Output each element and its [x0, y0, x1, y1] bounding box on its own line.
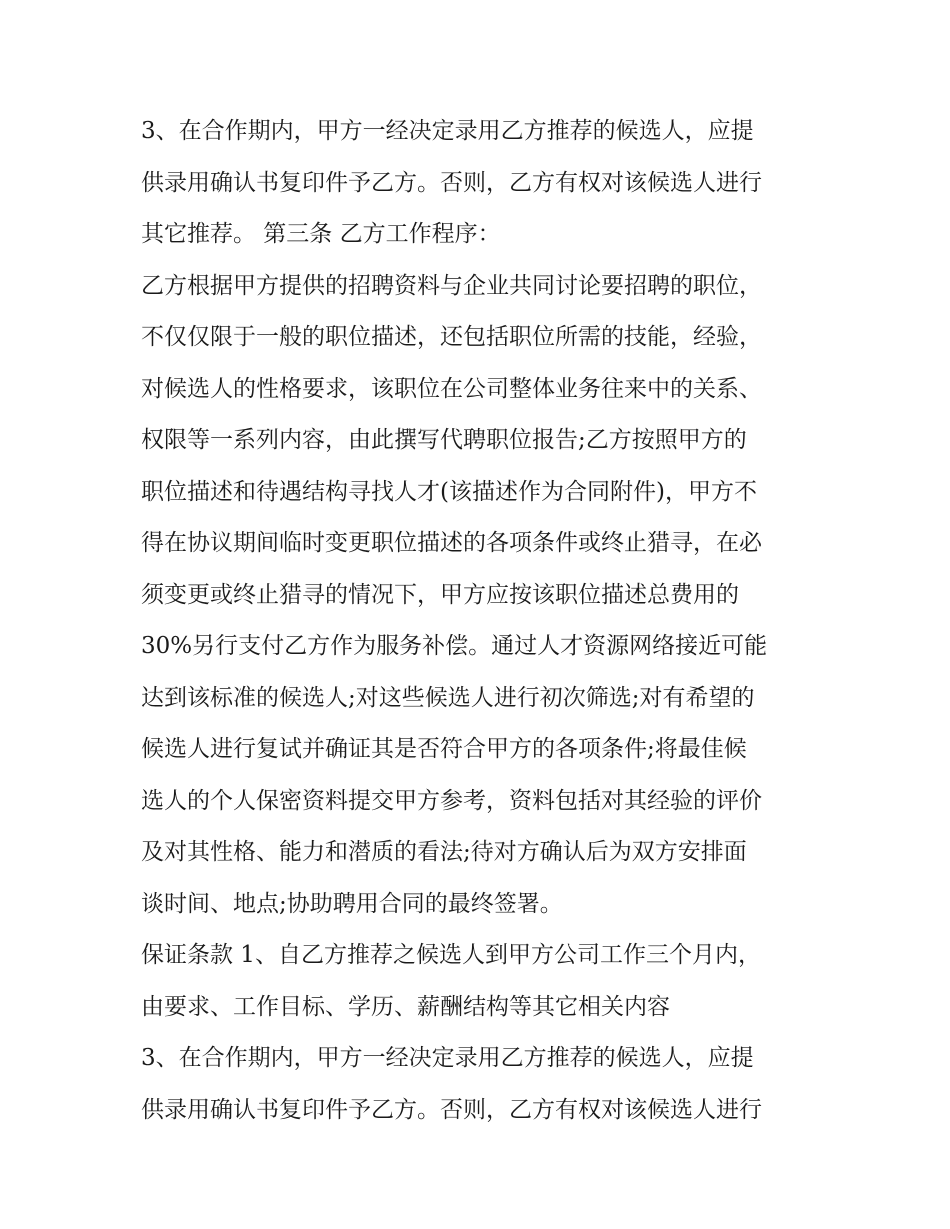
text-line: 对候选人的性格要求，该职位在公司整体业务往来中的关系、: [141, 375, 762, 402]
text-line: 30%另行支付乙方作为服务补偿。通过人才资源网络接近可能: [141, 633, 768, 659]
text-line: 达到该标准的候选人;对这些候选人进行初次筛选;对有希望的: [141, 684, 755, 711]
text-line: 供录用确认书复印件予乙方。否则，乙方有权对该候选人进行: [141, 1096, 762, 1123]
text-line: 由要求、工作目标、学历、薪酬结构等其它相关内容: [141, 993, 670, 1020]
text-line: 须变更或终止猎寻的情况下，甲方应按该职位描述总费用的: [141, 581, 739, 608]
text-line: 其它推荐。 第三条 乙方工作程序：: [141, 221, 501, 247]
text-line: 候选人进行复试并确证其是否符合甲方的各项条件;将最佳候: [141, 736, 747, 762]
text-line: 及对其性格、能力和潜质的看法;待对方确认后为双方安排面: [141, 839, 747, 865]
text-line: 不仅仅限于一般的职位描述，还包括职位所需的技能，经验，: [141, 324, 762, 350]
text-line: 保证条款 1、自乙方推荐之候选人到甲方公司工作三个月内，: [141, 942, 761, 968]
body-text: [141, 106, 821, 1136]
text-line: 3、在合作期内，甲方一经决定录用乙方推荐的候选人，应提: [141, 118, 754, 144]
text-line: 得在协议期间临时变更职位描述的各项条件或终止猎寻，在必: [141, 530, 762, 556]
text-line: 3、在合作期内，甲方一经决定录用乙方推荐的候选人，应提: [141, 1045, 754, 1071]
text-line: 乙方根据甲方提供的招聘资料与企业共同讨论要招聘的职位，: [141, 272, 762, 299]
text-line: 权限等一系列内容，由此撰写代聘职位报告;乙方按照甲方的: [141, 427, 747, 453]
text-line: 供录用确认书复印件予乙方。否则，乙方有权对该候选人进行: [141, 169, 762, 196]
text-line: 谈时间、地点;协助聘用合同的最终签署。: [141, 890, 563, 917]
text-line: 职位描述和待遇结构寻找人才(该描述作为合同附件)，甲方不: [141, 478, 757, 505]
text-line: 选人的个人保密资料提交甲方参考，资料包括对其经验的评价: [141, 787, 762, 814]
